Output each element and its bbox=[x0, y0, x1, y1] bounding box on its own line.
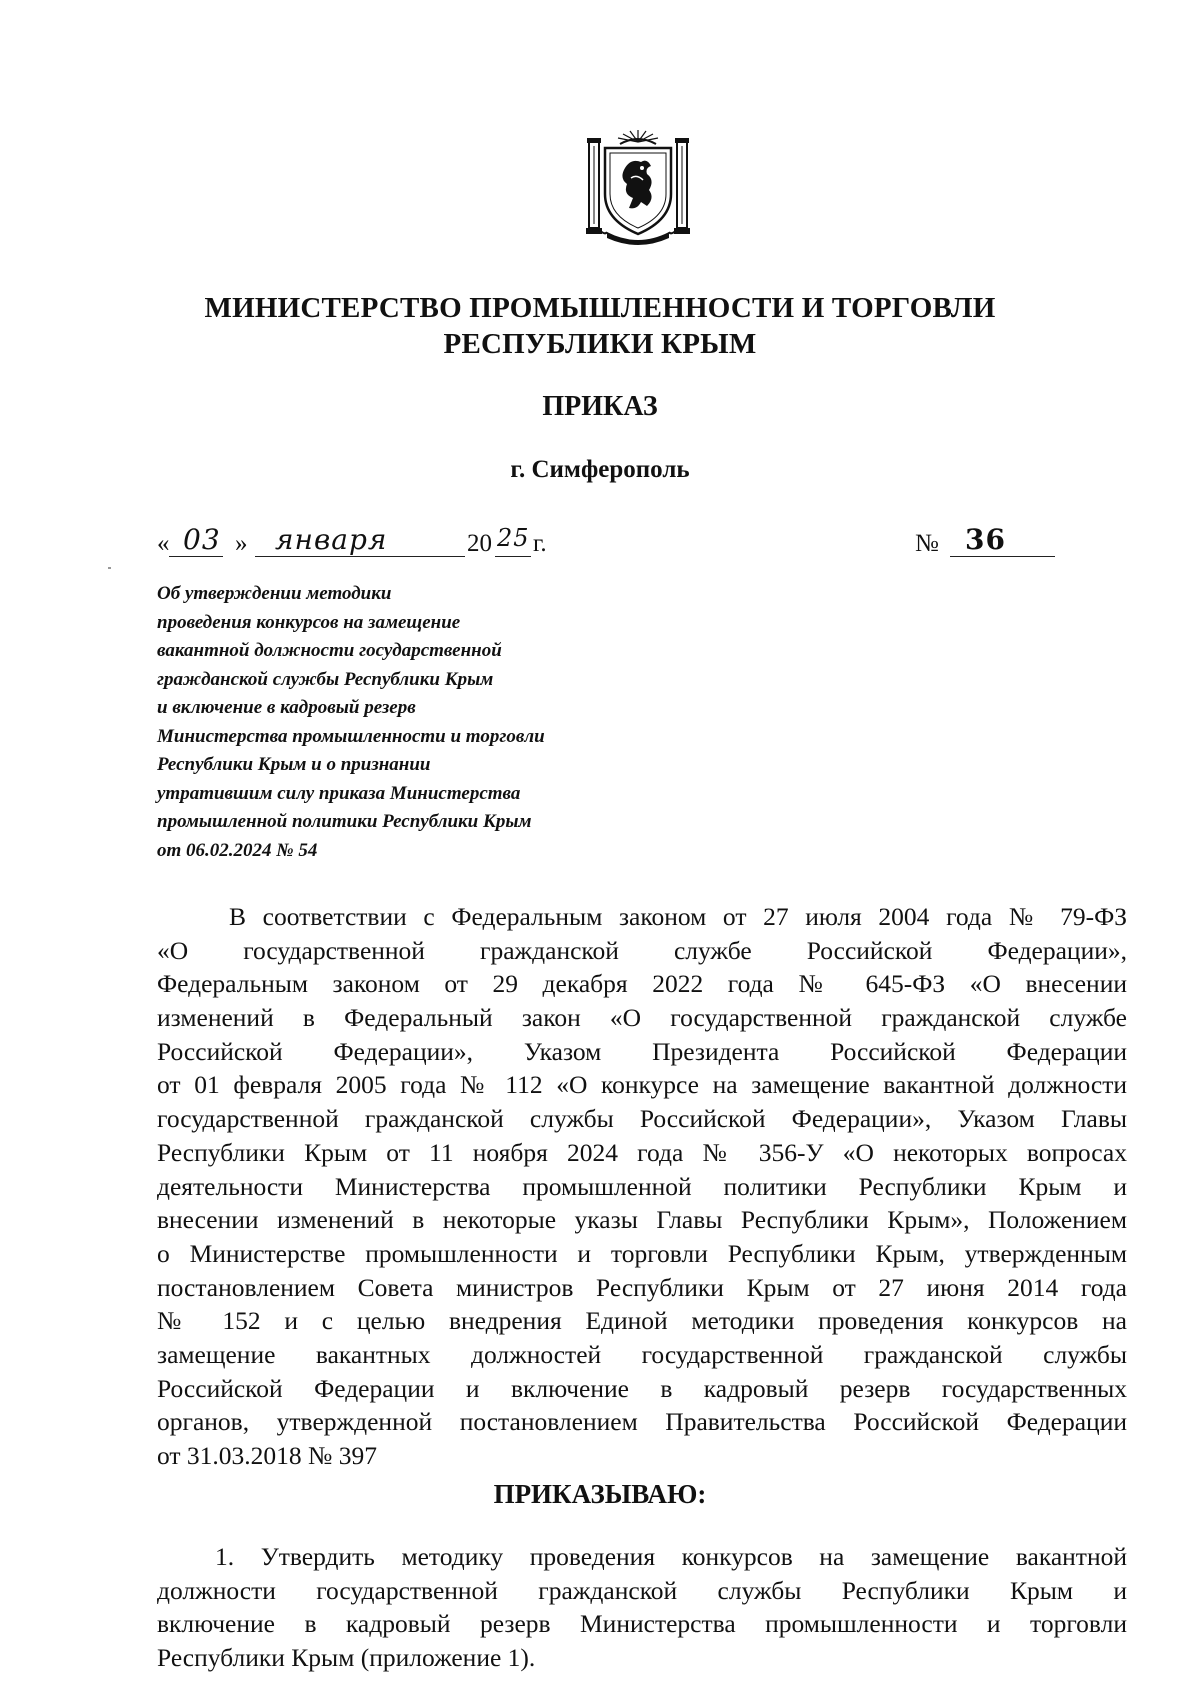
subject-line: и включение в кадровый резерв bbox=[157, 697, 416, 718]
subject-line: промышленной политики Республики Крым bbox=[157, 811, 532, 832]
document-type-title: ПРИКАЗ bbox=[542, 391, 658, 422]
margin-mark bbox=[108, 567, 111, 569]
date-open-quote: « bbox=[157, 530, 170, 557]
order-subject bbox=[157, 580, 677, 865]
year-underline bbox=[495, 556, 531, 557]
preamble-paragraph bbox=[157, 900, 1127, 1473]
number-underline bbox=[950, 556, 1055, 557]
subject-line: Республики Крым и о признании bbox=[157, 754, 431, 775]
preamble-line: внесении изменений в некоторые указы Главы Республики Крым», Положением bbox=[157, 1205, 1127, 1235]
subject-line: Об утверждении методики bbox=[157, 583, 392, 604]
preamble-line: Республики Крым от 11 ноября 2024 года № 356-У «О некоторых вопросах bbox=[157, 1137, 1127, 1167]
order-heading: ПРИКАЗЫВАЮ: bbox=[493, 1479, 707, 1509]
number-label: № bbox=[915, 530, 939, 557]
ministry-name-line1: МИНИСТЕРСТВО ПРОМЫШЛЕННОСТИ И ТОРГОВЛИ bbox=[204, 292, 996, 324]
coat-of-arms-emblem bbox=[585, 128, 691, 246]
preamble-line: о Министерстве промышленности и торговли Республики Крым, утвержденным bbox=[157, 1238, 1127, 1268]
preamble-line: постановлением Совета министров Республики Крым от 27 июня 2014 года bbox=[157, 1272, 1127, 1302]
document-city: г. Симферополь bbox=[510, 456, 690, 483]
preamble-line: В соответствии с Федеральным законом от 27 июля 2004 года № 79-ФЗ bbox=[229, 902, 1127, 931]
preamble-line: государственной гражданской службы Российской Федерации», Указом Главы bbox=[157, 1104, 1127, 1134]
subject-line: от 06.02.2024 № 54 bbox=[157, 839, 318, 861]
preamble-line: деятельности Министерства промышленной политики Республики Крым и bbox=[157, 1171, 1127, 1201]
subject-line: гражданской службы Республики Крым bbox=[157, 668, 494, 690]
item-line: включение в кадровый резерв Министерства промышленности и торговли bbox=[157, 1609, 1127, 1639]
item-line: 1. Утвердить методику проведения конкурсов на замещение вакантной bbox=[215, 1542, 1127, 1571]
date-year-suffix-handwritten: 25 bbox=[497, 524, 530, 552]
preamble-line: изменений в Федеральный закон «О государственной гражданской службе bbox=[157, 1003, 1127, 1033]
preamble-line: Российской Федерации и включение в кадровый резерв государственных bbox=[157, 1373, 1127, 1403]
preamble-line: от 01 февраля 2005 года № 112 «О конкурсе на замещение вакантной должности bbox=[157, 1070, 1127, 1100]
preamble-line: замещение вакантных должностей государственной гражданской службы bbox=[157, 1339, 1127, 1369]
ministry-name-line2: РЕСПУБЛИКИ КРЫМ bbox=[443, 328, 757, 360]
date-day-handwritten: 03 bbox=[183, 523, 221, 556]
date-year-prefix: 20 bbox=[467, 530, 492, 557]
item-line: должности государственной гражданской службы Республики Крым и bbox=[157, 1575, 1127, 1605]
subject-line: вакантной должности государственной bbox=[157, 640, 502, 661]
month-underline bbox=[255, 556, 465, 557]
order-item-1 bbox=[157, 1540, 1127, 1675]
date-close-quote: » bbox=[235, 530, 248, 557]
preamble-line: «О государственной гражданской службе Российской Федерации», bbox=[157, 935, 1127, 965]
preamble-line: Российской Федерации», Указом Президента Российской Федерации bbox=[157, 1036, 1127, 1066]
subject-line: проведения конкурсов на замещение bbox=[157, 611, 461, 633]
subject-line: Министерства промышленности и торговли bbox=[157, 725, 545, 747]
date-number-line bbox=[155, 520, 1055, 564]
day-underline bbox=[169, 556, 223, 557]
document-number-handwritten: 36 bbox=[965, 523, 1006, 556]
preamble-line: органов, утвержденной постановлением Правительства Российской Федерации bbox=[157, 1407, 1127, 1437]
preamble-line: Федеральным законом от 29 декабря 2022 года № 645-ФЗ «О внесении bbox=[157, 969, 1127, 999]
date-month-handwritten: января bbox=[275, 523, 388, 556]
preamble-line: № 152 и с целью внедрения Единой методики проведения конкурсов на bbox=[157, 1306, 1127, 1336]
date-year-mark: г. bbox=[533, 530, 547, 557]
preamble-line: от 31.03.2018 № 397 bbox=[157, 1441, 378, 1470]
item-line: Республики Крым (приложение 1). bbox=[157, 1643, 536, 1673]
subject-line: утратившим силу приказа Министерства bbox=[157, 782, 521, 804]
